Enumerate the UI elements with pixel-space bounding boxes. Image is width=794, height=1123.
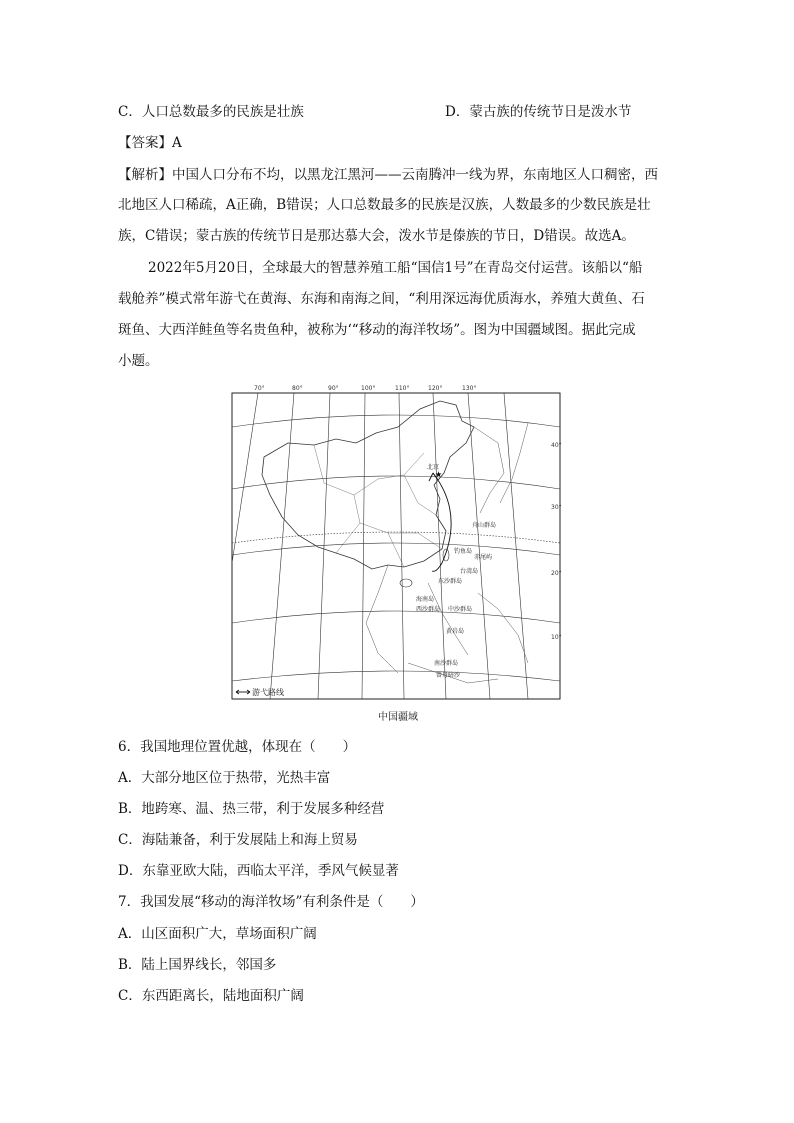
legend-label: 游弋路线 bbox=[252, 688, 284, 697]
question-7-option-a: A．山区面积广大，草场面积广阔 bbox=[118, 926, 317, 942]
china-territory-map bbox=[228, 383, 568, 708]
place-label: 西沙群岛 bbox=[416, 606, 441, 613]
lat-label: 30° bbox=[551, 504, 562, 511]
question-6-option-c: C．海陆兼备，利于发展陆上和海上贸易 bbox=[118, 832, 358, 848]
analysis-line-2: 北地区人口稀疏，A正确，B错误；人口总数最多的民族是汉族，人数最多的少数民族是壮 bbox=[118, 197, 651, 213]
passage-line-1: 2022年5月20日，全球最大的智慧养殖工船“国信1号”在青岛交付运营。该船以“船 bbox=[148, 260, 643, 276]
place-label: 北京 bbox=[427, 464, 440, 471]
place-label: 钓鱼岛 bbox=[454, 548, 473, 555]
place-label: 台湾岛 bbox=[460, 568, 479, 575]
question-6-option-a: A．大部分地区位于热带，光热丰富 bbox=[118, 770, 331, 786]
place-label: 曾母暗沙 bbox=[436, 672, 461, 679]
place-label: 东沙群岛 bbox=[438, 578, 463, 585]
place-label: 赤尾屿 bbox=[474, 554, 493, 561]
question-6-option-b: B．地跨寒、温、热三带，利于发展多种经营 bbox=[118, 801, 385, 817]
lon-label: 130° bbox=[462, 385, 477, 392]
question-7-option-b: B．陆上国界线长，邻国多 bbox=[118, 957, 277, 973]
question-6-option-d: D．东靠亚欧大陆，西临太平洋，季风气候显著 bbox=[118, 863, 399, 879]
place-label: 黄岩岛 bbox=[446, 628, 465, 635]
place-label: 南沙群岛 bbox=[434, 660, 459, 667]
lat-label: 40° bbox=[551, 442, 562, 449]
lon-label: 80° bbox=[292, 385, 303, 392]
option-c: C．人口总数最多的民族是壮族 bbox=[118, 104, 304, 120]
lon-label: 110° bbox=[395, 385, 410, 392]
option-d: D．蒙古族的传统节日是泼水节 bbox=[445, 104, 632, 120]
place-label: 舟山群岛 bbox=[472, 522, 497, 529]
passage-line-2: 载舱养”模式常年游弋在黄海、东海和南海之间，“利用深远海优质海水，养殖大黄鱼、石 bbox=[118, 291, 645, 307]
passage-line-4: 小题。 bbox=[118, 353, 159, 369]
place-label: 中沙群岛 bbox=[448, 606, 473, 613]
lat-label: 20° bbox=[551, 570, 562, 577]
lon-label: 100° bbox=[361, 385, 376, 392]
place-label: 海南岛 bbox=[416, 596, 435, 603]
lon-label: 120° bbox=[428, 385, 443, 392]
passage-line-3: 斑鱼、大西洋鲑鱼等名贵鱼种，被称为‘“移动的海洋牧场”。图为中国疆域图。据此完成 bbox=[118, 322, 636, 338]
question-7-stem: 7．我国发展“移动的海洋牧场”有利条件是（ ） bbox=[118, 894, 424, 910]
analysis-line-3: 族，C错误；蒙古族的传统节日是那达慕大会，泼水节是傣族的节日，D错误。故选A。 bbox=[118, 228, 635, 244]
question-6-stem: 6．我国地理位置优越，体现在（ ） bbox=[118, 739, 357, 755]
lon-label: 90° bbox=[328, 385, 339, 392]
lon-label: 70° bbox=[254, 385, 265, 392]
lat-label: 10° bbox=[551, 634, 562, 641]
answer: 【答案】A bbox=[118, 135, 182, 151]
map-caption: 中国疆域 bbox=[378, 712, 418, 723]
capital-star-icon: ★ bbox=[435, 470, 443, 479]
question-7-option-c: C．东西距离长，陆地面积广阔 bbox=[118, 988, 304, 1004]
analysis-line-1: 【解析】中国人口分布不均，以黑龙江黑河——云南腾冲一线为界，东南地区人口稠密，西 bbox=[118, 167, 658, 183]
